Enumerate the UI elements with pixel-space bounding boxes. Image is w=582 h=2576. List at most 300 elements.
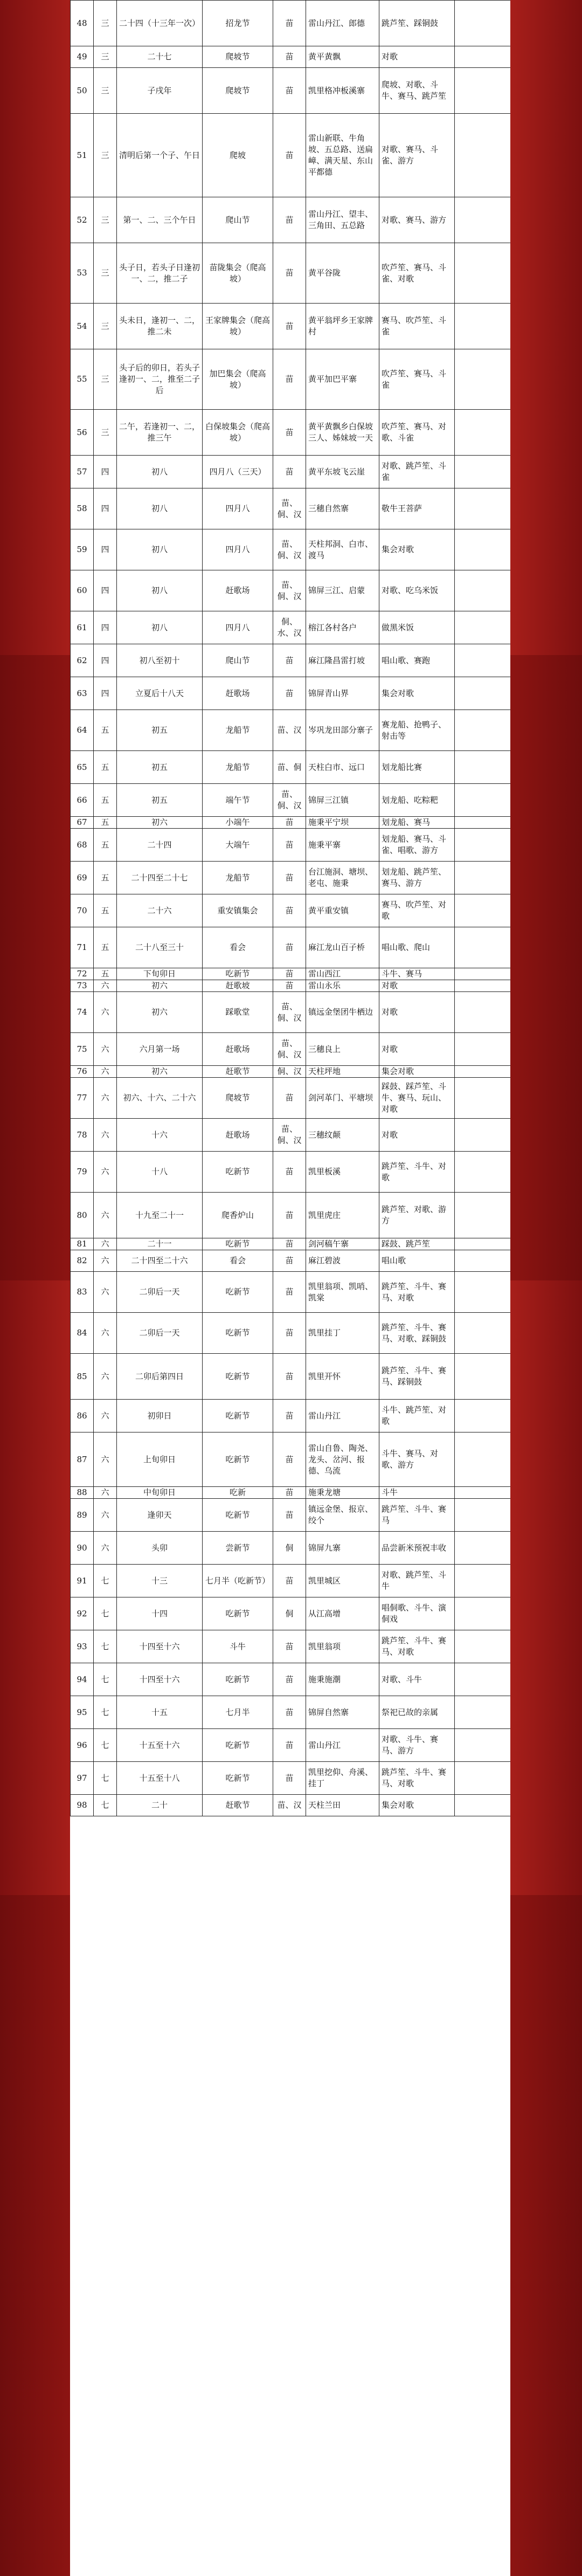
table-row — [71, 1078, 511, 1119]
festival-number: 57 — [71, 456, 94, 488]
festival-location: 施秉龙塘 — [306, 1487, 379, 1499]
festival-date: 上旬卯日 — [117, 1432, 203, 1487]
festival-location: 施秉平宁坝 — [306, 817, 379, 829]
empty-cell — [455, 1272, 511, 1313]
festival-month: 三 — [94, 1, 117, 46]
festival-month: 四 — [94, 611, 117, 644]
festival-number: 59 — [71, 529, 94, 570]
festival-location: 凯里城区 — [306, 1565, 379, 1597]
table-row — [71, 304, 511, 349]
festival-ethnic-group: 苗 — [273, 68, 306, 114]
festival-activities: 斗牛、赛马 — [379, 968, 455, 980]
festival-number: 75 — [71, 1033, 94, 1066]
festival-name: 赶歌坡 — [203, 980, 273, 992]
festival-activities: 跳芦笙、斗牛、赛马、对歌、踩铜鼓 — [379, 1313, 455, 1354]
festival-month: 五 — [94, 817, 117, 829]
festival-location: 镇远金堡团牛栖边 — [306, 992, 379, 1033]
festival-ethnic-group: 苗 — [273, 1400, 306, 1432]
table-row — [71, 1565, 511, 1597]
festival-date: 十四 — [117, 1597, 203, 1630]
festival-name: 爬山节 — [203, 644, 273, 677]
empty-cell — [455, 349, 511, 410]
festival-ethnic-group: 苗 — [273, 829, 306, 862]
festival-name: 爬坡节 — [203, 46, 273, 68]
empty-cell — [455, 304, 511, 349]
festival-date: 初八 — [117, 529, 203, 570]
empty-cell — [455, 68, 511, 114]
festival-ethnic-group: 苗、侗、汉 — [273, 1119, 306, 1152]
empty-cell — [455, 1193, 511, 1238]
festival-month: 六 — [94, 1152, 117, 1193]
festival-location: 凯里翁项 — [306, 1630, 379, 1663]
festival-ethnic-group: 侗、汉 — [273, 1066, 306, 1078]
festival-number: 93 — [71, 1630, 94, 1663]
festival-ethnic-group: 苗、侗、汉 — [273, 529, 306, 570]
table-row — [71, 410, 511, 456]
festival-date: 十五至十六 — [117, 1729, 203, 1762]
festival-name: 斗牛 — [203, 1630, 273, 1663]
festival-date: 二十 — [117, 1795, 203, 1816]
festival-name: 加巴集会（爬高坡） — [203, 349, 273, 410]
festival-ethnic-group: 苗 — [273, 862, 306, 894]
festival-date: 头子日，若头子日逢初一、二，推二子 — [117, 243, 203, 304]
festival-name: 爬香炉山 — [203, 1193, 273, 1238]
festival-number: 77 — [71, 1078, 94, 1119]
empty-cell — [455, 1066, 511, 1078]
table-row — [71, 1066, 511, 1078]
festival-date: 二卯后一天 — [117, 1313, 203, 1354]
festival-name: 王家牌集会（爬高坡） — [203, 304, 273, 349]
empty-cell — [455, 1729, 511, 1762]
festival-month: 五 — [94, 862, 117, 894]
table-row — [71, 784, 511, 817]
festival-number: 64 — [71, 710, 94, 751]
table-row — [71, 570, 511, 611]
festival-location: 黄平谷陇 — [306, 243, 379, 304]
festival-activities: 对歌、斗牛、赛马、游方 — [379, 1729, 455, 1762]
festival-location: 凯里格冲板溪寨 — [306, 68, 379, 114]
festival-ethnic-group: 苗 — [273, 1238, 306, 1250]
festival-date: 初五 — [117, 751, 203, 784]
festival-activities: 赛龙船、抢鸭子、射击等 — [379, 710, 455, 751]
festival-activities: 对歌 — [379, 46, 455, 68]
festival-number: 76 — [71, 1066, 94, 1078]
festival-ethnic-group: 苗 — [273, 894, 306, 927]
festival-activities: 斗牛、赛马、对歌、游方 — [379, 1432, 455, 1487]
festival-number: 97 — [71, 1762, 94, 1795]
festival-ethnic-group: 苗、汉 — [273, 710, 306, 751]
festival-number: 49 — [71, 46, 94, 68]
festival-ethnic-group: 苗 — [273, 197, 306, 243]
festival-location: 三穗纹颠 — [306, 1119, 379, 1152]
festival-date: 二十六 — [117, 894, 203, 927]
festival-date: 初五 — [117, 784, 203, 817]
festival-date: 立夏后十八天 — [117, 677, 203, 710]
festival-name: 吃新节 — [203, 1663, 273, 1696]
festival-ethnic-group: 苗 — [273, 114, 306, 197]
empty-cell — [455, 488, 511, 529]
festival-month: 五 — [94, 829, 117, 862]
festival-number: 82 — [71, 1250, 94, 1272]
festival-table-sheet — [70, 0, 510, 2576]
festival-date: 十五 — [117, 1696, 203, 1729]
festival-name: 小端午 — [203, 817, 273, 829]
festival-month: 六 — [94, 1033, 117, 1066]
festival-ethnic-group: 苗、汉 — [273, 1795, 306, 1816]
festival-ethnic-group: 苗 — [273, 980, 306, 992]
festival-name: 吃新节 — [203, 1499, 273, 1532]
festival-activities: 祭祀已故的亲属 — [379, 1696, 455, 1729]
festival-date: 二十八至三十 — [117, 927, 203, 968]
festival-location: 凯里挂丁 — [306, 1313, 379, 1354]
festival-location: 锦屏青山界 — [306, 677, 379, 710]
festival-number: 66 — [71, 784, 94, 817]
festival-number: 58 — [71, 488, 94, 529]
festival-location: 施秉施潮 — [306, 1663, 379, 1696]
festival-month: 五 — [94, 751, 117, 784]
festival-month: 六 — [94, 1532, 117, 1565]
empty-cell — [455, 46, 511, 68]
festival-name: 赶歌节 — [203, 1795, 273, 1816]
empty-cell — [455, 677, 511, 710]
festival-ethnic-group: 苗 — [273, 1152, 306, 1193]
empty-cell — [455, 1238, 511, 1250]
festival-ethnic-group: 苗 — [273, 1762, 306, 1795]
empty-cell — [455, 1432, 511, 1487]
festival-month: 五 — [94, 927, 117, 968]
festival-name: 大端午 — [203, 829, 273, 862]
festival-name: 爬山节 — [203, 197, 273, 243]
festival-number: 61 — [71, 611, 94, 644]
empty-cell — [455, 1565, 511, 1597]
festival-location: 凯里虎庄 — [306, 1193, 379, 1238]
festival-activities: 集会对歌 — [379, 1795, 455, 1816]
festival-name: 爬坡 — [203, 114, 273, 197]
festival-date: 初八 — [117, 611, 203, 644]
festival-name: 吃新节 — [203, 1729, 273, 1762]
festival-activities: 对歌、吃乌米饭 — [379, 570, 455, 611]
festival-activities: 斗牛、跳芦笙、对歌 — [379, 1400, 455, 1432]
empty-cell — [455, 1250, 511, 1272]
festival-month: 五 — [94, 968, 117, 980]
festival-location: 锦屏九寨 — [306, 1532, 379, 1565]
festival-number: 91 — [71, 1565, 94, 1597]
table-row — [71, 980, 511, 992]
festival-table-body — [71, 1, 511, 1816]
table-row — [71, 1487, 511, 1499]
festival-ethnic-group: 苗 — [273, 968, 306, 980]
festival-name: 踩歌堂 — [203, 992, 273, 1033]
empty-cell — [455, 410, 511, 456]
table-row — [71, 1272, 511, 1313]
festival-name: 看会 — [203, 927, 273, 968]
festival-location: 天柱兰田 — [306, 1795, 379, 1816]
festival-ethnic-group: 苗、侗、汉 — [273, 992, 306, 1033]
festival-date: 十四至十六 — [117, 1663, 203, 1696]
table-row — [71, 114, 511, 197]
empty-cell — [455, 1354, 511, 1400]
festival-number: 68 — [71, 829, 94, 862]
festival-number: 72 — [71, 968, 94, 980]
festival-date: 十五至十八 — [117, 1762, 203, 1795]
festival-name: 吃新节 — [203, 1313, 273, 1354]
festival-number: 98 — [71, 1795, 94, 1816]
festival-number: 51 — [71, 114, 94, 197]
festival-location: 雷山自鲁、陶尧、龙头、岔河、报德、乌流 — [306, 1432, 379, 1487]
empty-cell — [455, 1499, 511, 1532]
festival-name: 吃新节 — [203, 1152, 273, 1193]
festival-activities: 对歌 — [379, 1033, 455, 1066]
festival-ethnic-group: 苗 — [273, 1696, 306, 1729]
festival-activities: 划龙船、吃粽粑 — [379, 784, 455, 817]
festival-number: 78 — [71, 1119, 94, 1152]
festival-ethnic-group: 侗 — [273, 1597, 306, 1630]
festival-number: 63 — [71, 677, 94, 710]
festival-activities: 跳芦笙、斗牛、赛马、对歌 — [379, 1272, 455, 1313]
festival-name: 吃新节 — [203, 1762, 273, 1795]
festival-activities: 斗牛 — [379, 1487, 455, 1499]
table-row — [71, 197, 511, 243]
festival-activities: 集会对歌 — [379, 677, 455, 710]
festival-ethnic-group: 苗 — [273, 1193, 306, 1238]
empty-cell — [455, 817, 511, 829]
festival-location: 凯里翁项、凯哨、凯棠 — [306, 1272, 379, 1313]
table-row — [71, 349, 511, 410]
festival-activities: 跳芦笙、斗牛、对歌 — [379, 1152, 455, 1193]
empty-cell — [455, 1795, 511, 1816]
festival-month: 六 — [94, 1487, 117, 1499]
festival-month: 四 — [94, 488, 117, 529]
festival-location: 雷山丹江、望丰、三角田、五总路 — [306, 197, 379, 243]
festival-location: 雷山丹江、郎德 — [306, 1, 379, 46]
festival-date: 子戌年 — [117, 68, 203, 114]
festival-ethnic-group: 苗 — [273, 1630, 306, 1663]
table-row — [71, 862, 511, 894]
table-row — [71, 611, 511, 644]
festival-name: 赶歌场 — [203, 1033, 273, 1066]
festival-name: 七月半 — [203, 1696, 273, 1729]
table-row — [71, 46, 511, 68]
festival-name: 爬坡节 — [203, 68, 273, 114]
festival-date: 二十四（十三年一次） — [117, 1, 203, 46]
festival-location: 锦屏三江、启蒙 — [306, 570, 379, 611]
empty-cell — [455, 611, 511, 644]
festival-month: 七 — [94, 1762, 117, 1795]
empty-cell — [455, 529, 511, 570]
festival-date: 二卯后第四日 — [117, 1354, 203, 1400]
empty-cell — [455, 1762, 511, 1795]
festival-month: 三 — [94, 349, 117, 410]
festival-activities: 对歌、斗牛 — [379, 1663, 455, 1696]
festival-ethnic-group: 苗 — [273, 1499, 306, 1532]
festival-ethnic-group: 苗、侗、汉 — [273, 570, 306, 611]
table-row — [71, 1313, 511, 1354]
festival-number: 70 — [71, 894, 94, 927]
festival-name: 白保坡集会（爬高坡） — [203, 410, 273, 456]
festival-date: 十四至十六 — [117, 1630, 203, 1663]
festival-month: 七 — [94, 1663, 117, 1696]
festival-number: 71 — [71, 927, 94, 968]
festival-date: 初八至初十 — [117, 644, 203, 677]
table-row — [71, 456, 511, 488]
festival-number: 50 — [71, 68, 94, 114]
table-row — [71, 710, 511, 751]
festival-number: 80 — [71, 1193, 94, 1238]
festival-month: 三 — [94, 304, 117, 349]
festival-month: 六 — [94, 980, 117, 992]
empty-cell — [455, 894, 511, 927]
festival-date: 二十四至二十七 — [117, 862, 203, 894]
festival-date: 初八 — [117, 570, 203, 611]
festival-name: 四月八 — [203, 611, 273, 644]
festival-date: 二十一 — [117, 1238, 203, 1250]
festival-name: 吃新节 — [203, 1238, 273, 1250]
festival-number: 53 — [71, 243, 94, 304]
festival-location: 雷山永乐 — [306, 980, 379, 992]
festival-activities: 爬坡、对歌、斗牛、赛马、跳芦笙 — [379, 68, 455, 114]
festival-name: 赶歌场 — [203, 570, 273, 611]
festival-activities: 划龙船比赛 — [379, 751, 455, 784]
table-row — [71, 1532, 511, 1565]
table-row — [71, 1033, 511, 1066]
empty-cell — [455, 980, 511, 992]
festival-number: 85 — [71, 1354, 94, 1400]
festival-location: 麻江隆昌雷打坡 — [306, 644, 379, 677]
empty-cell — [455, 114, 511, 197]
festival-date: 初五 — [117, 710, 203, 751]
festival-ethnic-group: 苗、侗、汉 — [273, 1033, 306, 1066]
festival-month: 六 — [94, 1313, 117, 1354]
festival-activities: 对歌 — [379, 992, 455, 1033]
festival-name: 七月半（吃新节） — [203, 1565, 273, 1597]
festival-name: 爬坡节 — [203, 1078, 273, 1119]
festival-location: 从江高增 — [306, 1597, 379, 1630]
festival-number: 62 — [71, 644, 94, 677]
table-row — [71, 1597, 511, 1630]
festival-month: 五 — [94, 894, 117, 927]
festival-date: 二午，若逢初一、二，推三午 — [117, 410, 203, 456]
festival-month: 四 — [94, 529, 117, 570]
festival-ethnic-group: 苗 — [273, 456, 306, 488]
festival-activities: 划龙船、跳芦笙、赛马、游方 — [379, 862, 455, 894]
festival-location: 黄平黄飘乡白保坡三人、姊妹坡一天 — [306, 410, 379, 456]
festival-table — [70, 0, 510, 1816]
festival-location: 锦屏自然寨 — [306, 1696, 379, 1729]
festival-name: 四月八（三天） — [203, 456, 273, 488]
festival-date: 初八 — [117, 456, 203, 488]
festival-month: 七 — [94, 1597, 117, 1630]
festival-date: 头卯 — [117, 1532, 203, 1565]
festival-month: 六 — [94, 1078, 117, 1119]
festival-month: 五 — [94, 710, 117, 751]
empty-cell — [455, 1400, 511, 1432]
table-row — [71, 68, 511, 114]
festival-date: 六月第一场 — [117, 1033, 203, 1066]
empty-cell — [455, 862, 511, 894]
festival-ethnic-group: 苗 — [273, 304, 306, 349]
festival-number: 48 — [71, 1, 94, 46]
empty-cell — [455, 1630, 511, 1663]
festival-location: 台江施洞、塘坝、老屯、施秉 — [306, 862, 379, 894]
festival-number: 94 — [71, 1663, 94, 1696]
festival-month: 六 — [94, 1499, 117, 1532]
festival-date: 初六、十六、二十六 — [117, 1078, 203, 1119]
festival-name: 吃新节 — [203, 1432, 273, 1487]
empty-cell — [455, 1696, 511, 1729]
festival-location: 雷山丹江 — [306, 1400, 379, 1432]
festival-name: 吃新节 — [203, 1354, 273, 1400]
table-row — [71, 1729, 511, 1762]
festival-ethnic-group: 侗、水、汉 — [273, 611, 306, 644]
festival-month: 六 — [94, 1272, 117, 1313]
table-row — [71, 243, 511, 304]
empty-cell — [455, 829, 511, 862]
festival-location: 凯里挖仰、舟溪、挂丁 — [306, 1762, 379, 1795]
festival-activities: 吹芦笙、赛马、斗雀 — [379, 349, 455, 410]
festival-location: 雷山丹江 — [306, 1729, 379, 1762]
festival-activities: 跳芦笙、踩铜鼓 — [379, 1, 455, 46]
festival-number: 79 — [71, 1152, 94, 1193]
table-row — [71, 1354, 511, 1400]
table-row — [71, 1432, 511, 1487]
festival-location: 施秉平寨 — [306, 829, 379, 862]
festival-activities: 对歌、跳芦笙、斗牛 — [379, 1565, 455, 1597]
table-row — [71, 1238, 511, 1250]
festival-name: 赶歌场 — [203, 677, 273, 710]
festival-month: 四 — [94, 644, 117, 677]
festival-activities: 唱侗歌、斗牛、演侗戏 — [379, 1597, 455, 1630]
empty-cell — [455, 710, 511, 751]
festival-month: 六 — [94, 1238, 117, 1250]
festival-date: 十九至二十一 — [117, 1193, 203, 1238]
empty-cell — [455, 1152, 511, 1193]
festival-ethnic-group: 侗 — [273, 1532, 306, 1565]
festival-location: 麻江碧波 — [306, 1250, 379, 1272]
festival-date: 二卯后一天 — [117, 1272, 203, 1313]
table-row — [71, 1762, 511, 1795]
empty-cell — [455, 784, 511, 817]
festival-name: 端午节 — [203, 784, 273, 817]
festival-location: 榕江各村各户 — [306, 611, 379, 644]
festival-month: 七 — [94, 1795, 117, 1816]
festival-name: 吃新节 — [203, 1597, 273, 1630]
table-row — [71, 1663, 511, 1696]
festival-name: 吃新 — [203, 1487, 273, 1499]
festival-location: 黄平黄飘 — [306, 46, 379, 68]
festival-month: 三 — [94, 114, 117, 197]
festival-date: 二十四至二十六 — [117, 1250, 203, 1272]
festival-number: 96 — [71, 1729, 94, 1762]
festival-location: 凯里开怀 — [306, 1354, 379, 1400]
festival-name: 吃新节 — [203, 1272, 273, 1313]
table-row — [71, 529, 511, 570]
festival-month: 七 — [94, 1630, 117, 1663]
table-row — [71, 1152, 511, 1193]
festival-name: 四月八 — [203, 529, 273, 570]
festival-activities: 对歌 — [379, 980, 455, 992]
table-row — [71, 488, 511, 529]
festival-date: 十八 — [117, 1152, 203, 1193]
festival-activities: 唱山歌 — [379, 1250, 455, 1272]
table-row — [71, 644, 511, 677]
festival-number: 86 — [71, 1400, 94, 1432]
festival-activities: 对歌、跳芦笙、斗雀 — [379, 456, 455, 488]
table-row — [71, 992, 511, 1033]
festival-location: 锦屏三江镇 — [306, 784, 379, 817]
festival-number: 73 — [71, 980, 94, 992]
festival-number: 69 — [71, 862, 94, 894]
festival-ethnic-group: 苗 — [273, 1272, 306, 1313]
